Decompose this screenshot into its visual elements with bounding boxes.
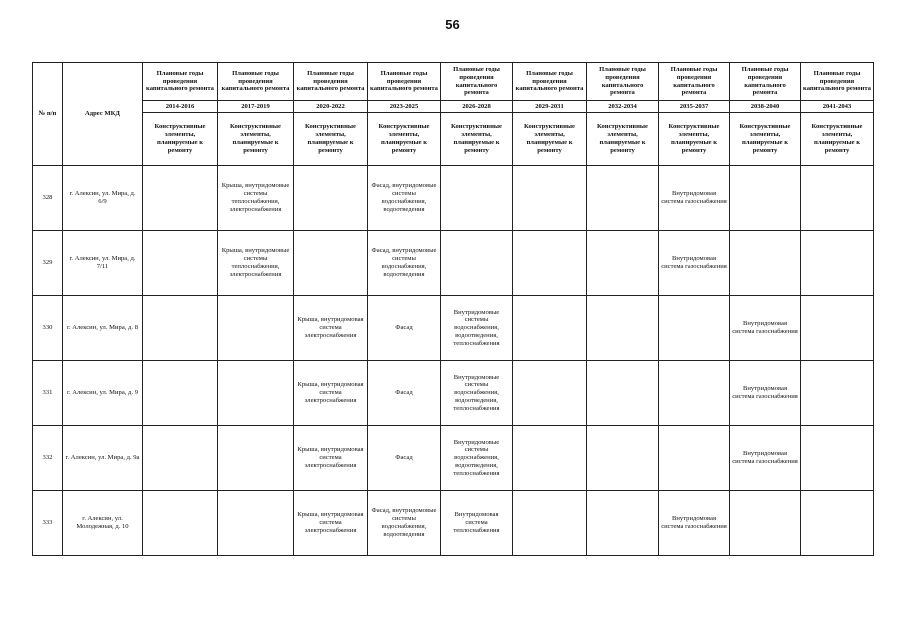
row-cell-elements: Внутридомовая система газоснабжения: [659, 491, 730, 556]
row-number: 328: [33, 166, 63, 231]
row-cell-elements: Внутридомовая система газоснабжения: [730, 296, 801, 361]
row-cell-elements: [659, 361, 730, 426]
row-cell-elements: Крыша, внутридомовые системы теплоснабжения, электроснабжения: [218, 166, 294, 231]
column-header-period: 2029-2031: [513, 101, 587, 113]
row-cell-elements: [801, 361, 874, 426]
row-cell-elements: Внутридомовые системы водоснабжения, водоотведения, теплоснабжения: [441, 426, 513, 491]
page-number: 56: [445, 17, 460, 32]
table-row: [33, 166, 874, 231]
table-row: [33, 491, 874, 556]
row-address: г. Алексин, ул. Мира, д. 9: [63, 361, 143, 426]
column-header-planned-years: Плановые годы проведения капитального ремонта: [368, 63, 441, 101]
row-cell-elements: [513, 491, 587, 556]
row-cell-elements: [294, 231, 368, 296]
column-header-elements: Конструктивные элементы, планируемые к ремонту: [294, 113, 368, 166]
row-cell-elements: Внутридомовая система газоснабжения: [730, 426, 801, 491]
row-address: г. Алексин, ул. Мира, д. 6/9: [63, 166, 143, 231]
row-cell-elements: [143, 166, 218, 231]
row-cell-elements: Фасад: [368, 426, 441, 491]
row-cell-elements: [143, 231, 218, 296]
column-header-period: 2017-2019: [218, 101, 294, 113]
column-header-planned-years: Плановые годы проведения капитального ремонта: [143, 63, 218, 101]
row-number: 329: [33, 231, 63, 296]
row-cell-elements: [513, 361, 587, 426]
column-header-num: № п/п: [33, 63, 63, 166]
row-cell-elements: Фасад, внутридомовые системы водоснабжения, водоотведения: [368, 231, 441, 296]
row-cell-elements: [218, 296, 294, 361]
row-cell-elements: [513, 426, 587, 491]
column-header-planned-years: Плановые годы проведения капитального ремонта: [730, 63, 801, 101]
row-cell-elements: [587, 491, 659, 556]
column-header-period: 2041-2043: [801, 101, 874, 113]
row-number: 330: [33, 296, 63, 361]
row-cell-elements: [587, 296, 659, 361]
row-cell-elements: Внутридомовая система газоснабжения: [659, 231, 730, 296]
row-cell-elements: [513, 231, 587, 296]
column-header-elements: Конструктивные элементы, планируемые к ремонту: [801, 113, 874, 166]
row-cell-elements: [143, 361, 218, 426]
column-header-planned-years: Плановые годы проведения капитального ремонта: [218, 63, 294, 101]
row-cell-elements: [587, 426, 659, 491]
column-header-period: 2026-2028: [441, 101, 513, 113]
row-cell-elements: [143, 426, 218, 491]
row-cell-elements: [801, 166, 874, 231]
row-cell-elements: [730, 166, 801, 231]
row-cell-elements: [294, 166, 368, 231]
column-header-period: 2038-2040: [730, 101, 801, 113]
row-cell-elements: [587, 231, 659, 296]
column-header-address: Адрес МКД: [63, 63, 143, 166]
table-row: [33, 426, 874, 491]
row-cell-elements: [513, 296, 587, 361]
row-cell-elements: [801, 231, 874, 296]
column-header-planned-years: Плановые годы проведения капитального ремонта: [513, 63, 587, 101]
header-row-groups: [33, 63, 874, 101]
row-address: г. Алексин, ул. Мира, д. 9а: [63, 426, 143, 491]
row-cell-elements: [441, 166, 513, 231]
row-cell-elements: Фасад, внутридомовые системы водоснабжения, водоотведения: [368, 491, 441, 556]
column-header-elements: Конструктивные элементы, планируемые к ремонту: [587, 113, 659, 166]
row-cell-elements: [218, 426, 294, 491]
row-cell-elements: [587, 166, 659, 231]
table-row: [33, 231, 874, 296]
column-header-planned-years: Плановые годы проведения капитального ремонта: [659, 63, 730, 101]
row-cell-elements: [218, 491, 294, 556]
column-header-elements: Конструктивные элементы, планируемые к ремонту: [441, 113, 513, 166]
column-header-period: 2032-2034: [587, 101, 659, 113]
row-cell-elements: Крыша, внутридомовая система электроснабжения: [294, 426, 368, 491]
row-number: 332: [33, 426, 63, 491]
row-cell-elements: [801, 426, 874, 491]
header-row-periods: [33, 101, 874, 113]
row-cell-elements: Внутридомовая система теплоснабжения: [441, 491, 513, 556]
row-cell-elements: Крыша, внутридомовая система электроснабжения: [294, 491, 368, 556]
table-row: [33, 361, 874, 426]
column-header-elements: Конструктивные элементы, планируемые к ремонту: [513, 113, 587, 166]
row-address: г. Алексин, ул. Мира, д. 8: [63, 296, 143, 361]
column-header-planned-years: Плановые годы проведения капитального ремонта: [441, 63, 513, 101]
row-cell-elements: [730, 491, 801, 556]
table-row: [33, 296, 874, 361]
column-header-period: 2014-2016: [143, 101, 218, 113]
row-cell-elements: Крыша, внутридомовая система электроснабжения: [294, 296, 368, 361]
row-cell-elements: [143, 296, 218, 361]
column-header-planned-years: Плановые годы проведения капитального ремонта: [801, 63, 874, 101]
row-cell-elements: Фасад: [368, 361, 441, 426]
row-cell-elements: [801, 296, 874, 361]
row-cell-elements: [730, 231, 801, 296]
column-header-planned-years: Плановые годы проведения капитального ремонта: [587, 63, 659, 101]
column-header-period: 2023-2025: [368, 101, 441, 113]
row-cell-elements: [441, 231, 513, 296]
header-row-elements: [33, 113, 874, 166]
row-number: 333: [33, 491, 63, 556]
row-cell-elements: [587, 361, 659, 426]
column-header-elements: Конструктивные элементы, планируемые к ремонту: [730, 113, 801, 166]
row-cell-elements: Крыша, внутридомовая система электроснабжения: [294, 361, 368, 426]
column-header-planned-years: Плановые годы проведения капитального ремонта: [294, 63, 368, 101]
row-address: г. Алексин, ул. Молодежная, д. 10: [63, 491, 143, 556]
row-cell-elements: Внутридомовая система газоснабжения: [730, 361, 801, 426]
row-cell-elements: [659, 296, 730, 361]
column-header-period: 2020-2022: [294, 101, 368, 113]
column-header-elements: Конструктивные элементы, планируемые к ремонту: [218, 113, 294, 166]
row-cell-elements: [218, 361, 294, 426]
column-header-elements: Конструктивные элементы, планируемые к ремонту: [143, 113, 218, 166]
row-cell-elements: Крыша, внутридомовые системы теплоснабжения, электроснабжения: [218, 231, 294, 296]
column-header-elements: Конструктивные элементы, планируемые к ремонту: [368, 113, 441, 166]
repair-schedule-table: [32, 62, 874, 556]
row-cell-elements: [801, 491, 874, 556]
column-header-period: 2035-2037: [659, 101, 730, 113]
row-cell-elements: [659, 426, 730, 491]
row-cell-elements: [513, 166, 587, 231]
row-cell-elements: Внутридомовые системы водоснабжения, водоотведения, теплоснабжения: [441, 361, 513, 426]
row-address: г. Алексин, ул. Мира, д. 7/11: [63, 231, 143, 296]
row-cell-elements: [143, 491, 218, 556]
row-cell-elements: Внутридомовые системы водоснабжения, водоотведения, теплоснабжения: [441, 296, 513, 361]
row-number: 331: [33, 361, 63, 426]
column-header-elements: Конструктивные элементы, планируемые к ремонту: [659, 113, 730, 166]
row-cell-elements: Фасад, внутридомовые системы водоснабжения, водоотведения: [368, 166, 441, 231]
row-cell-elements: Внутридомовая система газоснабжения: [659, 166, 730, 231]
row-cell-elements: Фасад: [368, 296, 441, 361]
